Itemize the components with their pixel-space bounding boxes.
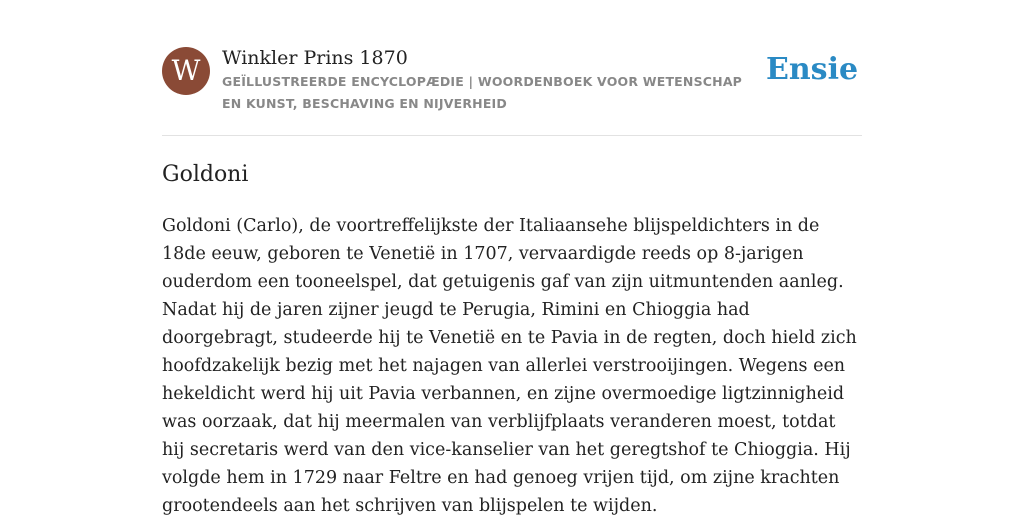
header-divider (162, 135, 862, 136)
brand-logo[interactable]: Ensie (766, 52, 859, 87)
source-avatar: W (162, 47, 210, 95)
source-title[interactable]: Winkler Prins 1870 (222, 47, 408, 69)
article-title: Goldoni (162, 162, 249, 187)
source-header (162, 46, 862, 136)
source-info (222, 46, 752, 115)
source-subtitle: GEÏLLUSTREERDE ENCYCLOPÆDIE | WOORDENBOEK VOOR WETENSCHAP EN KUNST, BESCHAVING EN NIJVERHEID (222, 74, 743, 111)
article-body: Goldoni (Carlo), de voortreffelijkste der Italiaansehe blijspeldichters in de 18de eeuw, geboren te Venetië in 1707, vervaardigde reeds op 8-jarigen ouderdom een tooneelspel, dat getuigenis gaf van zijn uitmuntenden aanleg. Nadat hij de jaren zijner jeugd te Perugia, Rimini en Chioggia had doorgebragt, studeerde hij te Venetië en te Pavia in de regten, doch hield zich hoofdzakelijk bezig met het najagen van allerlei verstrooijingen. Wegens een hekeldicht werd hij uit Pavia verbannen, en zijne overmoedige ligtzinnigheid was oorzaak, dat hij meermalen van verblijfplaats veranderen moest, totdat hij secretaris werd van den vice-kanselier van het geregtshof te Chioggia. Hij volgde hem in 1729 naar Feltre en had genoeg vrijen tijd, om zijne krachten grootendeels aan het schrijven van blijspelen te wijden. (162, 216, 857, 516)
